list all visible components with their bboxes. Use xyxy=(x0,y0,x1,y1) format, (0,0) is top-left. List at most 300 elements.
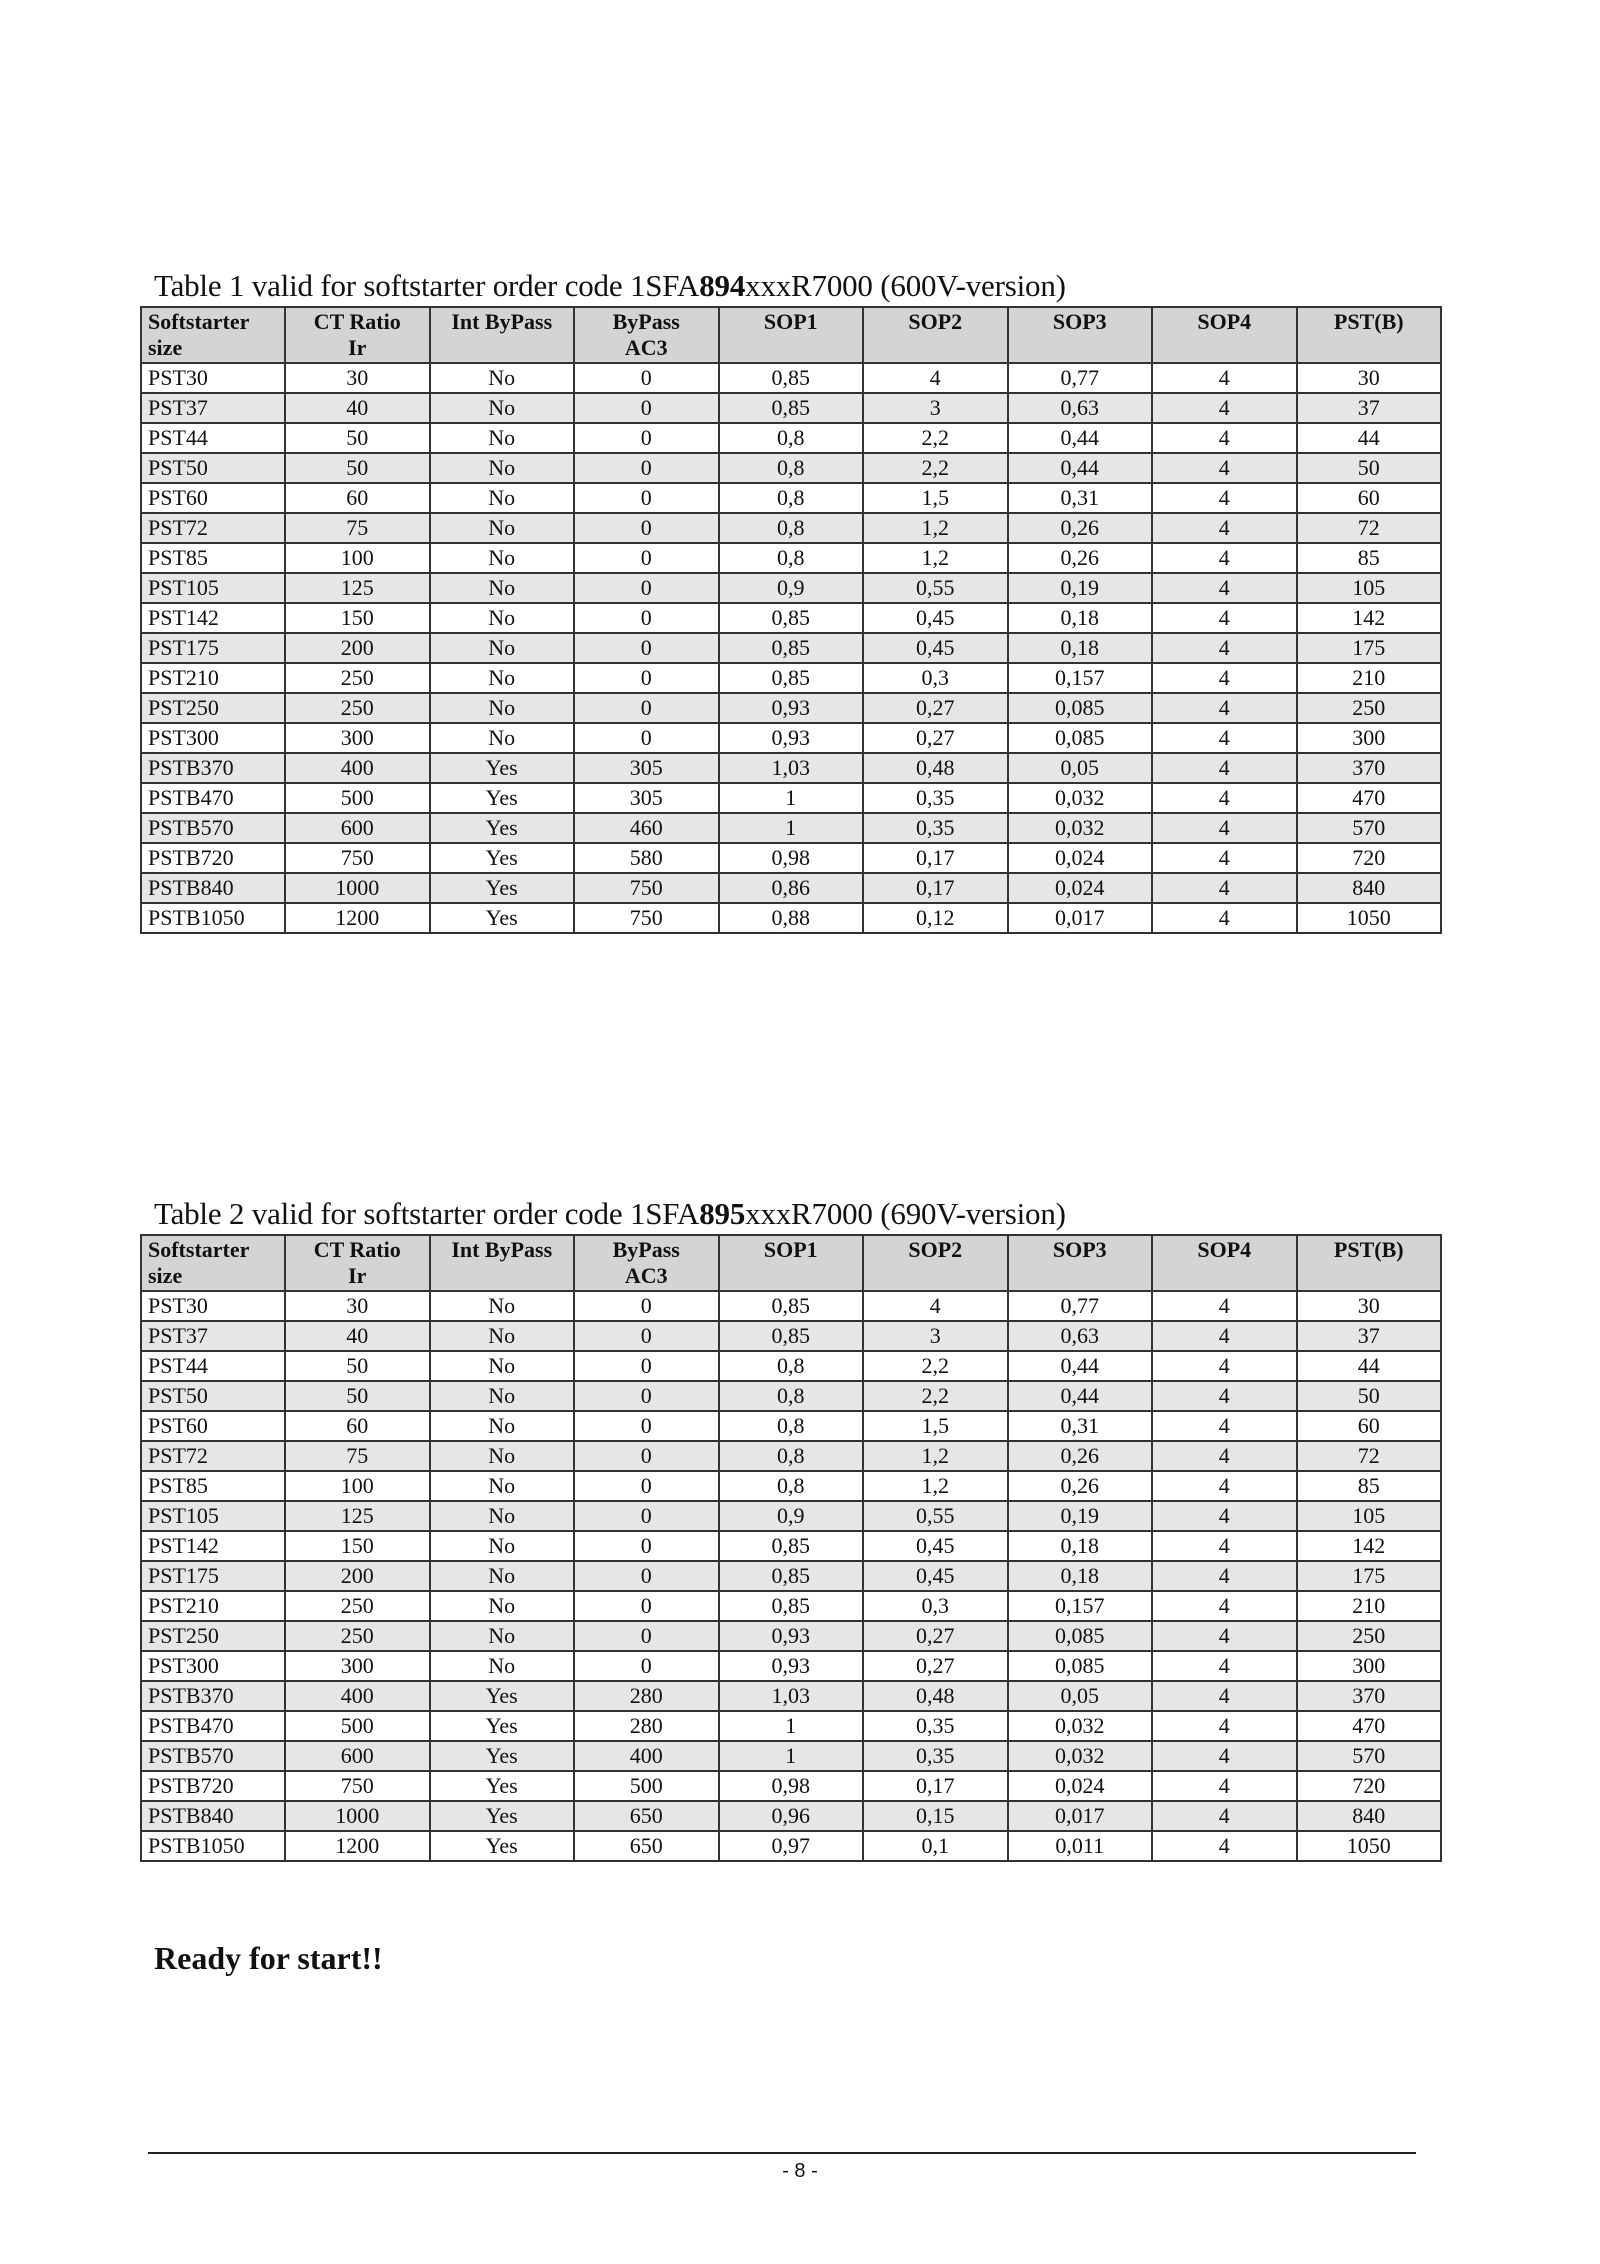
table-cell: No xyxy=(430,363,575,393)
table-cell: 1050 xyxy=(1297,1831,1442,1861)
table-cell: 750 xyxy=(285,1771,430,1801)
table-cell: 30 xyxy=(1297,363,1442,393)
table-cell: 4 xyxy=(1152,423,1297,453)
column-header-line: PST(B) xyxy=(1333,309,1404,334)
table-cell: PST60 xyxy=(141,483,285,513)
table-cell: 0,85 xyxy=(719,393,864,423)
table-cell: 4 xyxy=(1152,543,1297,573)
table-cell: 0 xyxy=(574,1471,719,1501)
table-row xyxy=(141,813,1441,843)
table-cell: 0 xyxy=(574,1351,719,1381)
table-cell: 0,15 xyxy=(863,1801,1008,1831)
table-cell: 142 xyxy=(1297,1531,1442,1561)
table-cell: 300 xyxy=(285,1651,430,1681)
column-header xyxy=(141,307,285,363)
table-cell: 0,17 xyxy=(863,843,1008,873)
header-row xyxy=(141,307,1441,363)
table-cell: 1 xyxy=(719,813,864,843)
table-cell: 500 xyxy=(285,1711,430,1741)
table-cell: 4 xyxy=(1152,1321,1297,1351)
table-cell: 0 xyxy=(574,483,719,513)
table-row xyxy=(141,1501,1441,1531)
table-cell: 370 xyxy=(1297,1681,1442,1711)
table-cell: 4 xyxy=(1152,783,1297,813)
table-cell: Yes xyxy=(430,1801,575,1831)
table-cell: Yes xyxy=(430,753,575,783)
table-cell: No xyxy=(430,663,575,693)
table-cell: 0,48 xyxy=(863,753,1008,783)
table-cell: 30 xyxy=(285,1291,430,1321)
table-cell: 650 xyxy=(574,1831,719,1861)
table-cell: 2,2 xyxy=(863,453,1008,483)
table-cell: 600 xyxy=(285,813,430,843)
table-cell: 840 xyxy=(1297,1801,1442,1831)
table-cell: 60 xyxy=(1297,483,1442,513)
table-cell: No xyxy=(430,483,575,513)
table-cell: Yes xyxy=(430,1681,575,1711)
table-cell: 4 xyxy=(1152,1801,1297,1831)
table-cell: Yes xyxy=(430,843,575,873)
table-cell: 0,024 xyxy=(1008,1771,1153,1801)
table-cell: PST44 xyxy=(141,423,285,453)
table-cell: 470 xyxy=(1297,1711,1442,1741)
column-header-line: Ir xyxy=(348,1263,367,1288)
table-cell: 0,8 xyxy=(719,1471,864,1501)
table-cell: 300 xyxy=(1297,723,1442,753)
table-cell: 75 xyxy=(285,1441,430,1471)
column-header xyxy=(141,1235,285,1291)
table-cell: 2,2 xyxy=(863,423,1008,453)
table-cell: 0,017 xyxy=(1008,1801,1153,1831)
table-cell: 750 xyxy=(285,843,430,873)
table-cell: 0,26 xyxy=(1008,1471,1153,1501)
table-row xyxy=(141,573,1441,603)
table-cell: No xyxy=(430,633,575,663)
table-row xyxy=(141,1801,1441,1831)
table-cell: No xyxy=(430,1381,575,1411)
table-row xyxy=(141,513,1441,543)
table-cell: 1,2 xyxy=(863,513,1008,543)
table-cell: 40 xyxy=(285,393,430,423)
table-cell: 0 xyxy=(574,663,719,693)
table-row xyxy=(141,1741,1441,1771)
softstarter-table-690v xyxy=(140,1234,1442,1862)
table-cell: PST105 xyxy=(141,573,285,603)
table-row xyxy=(141,693,1441,723)
table-cell: 4 xyxy=(1152,633,1297,663)
table-cell: 4 xyxy=(1152,663,1297,693)
table-2-caption-suffix: xxxR7000 (690V-version) xyxy=(745,1196,1066,1231)
table-cell: 1,5 xyxy=(863,1411,1008,1441)
table-cell: PST210 xyxy=(141,663,285,693)
table-cell: No xyxy=(430,1411,575,1441)
table-row xyxy=(141,1441,1441,1471)
table-cell: 0 xyxy=(574,1291,719,1321)
table-cell: 1,2 xyxy=(863,1441,1008,1471)
table-cell: 100 xyxy=(285,1471,430,1501)
table-cell: 1,03 xyxy=(719,1681,864,1711)
table-cell: No xyxy=(430,453,575,483)
column-header-line: AC3 xyxy=(624,335,668,360)
table-cell: 0,45 xyxy=(863,603,1008,633)
table-row xyxy=(141,1291,1441,1321)
table-cell: 4 xyxy=(1152,1741,1297,1771)
column-header-line: SOP2 xyxy=(908,309,963,334)
table-cell: 0,9 xyxy=(719,1501,864,1531)
column-header-line: PST(B) xyxy=(1333,1237,1404,1262)
table-cell: 0,17 xyxy=(863,1771,1008,1801)
column-header-line: SOP2 xyxy=(908,1237,963,1262)
table-cell: PST85 xyxy=(141,1471,285,1501)
table-cell: 105 xyxy=(1297,573,1442,603)
table-cell: 60 xyxy=(285,1411,430,1441)
table-cell: 200 xyxy=(285,1561,430,1591)
table-cell: No xyxy=(430,393,575,423)
table-cell: 1200 xyxy=(285,903,430,933)
column-header-line: size xyxy=(148,1263,183,1288)
table-cell: No xyxy=(430,1591,575,1621)
table-cell: 0,8 xyxy=(719,423,864,453)
table-cell: 0,44 xyxy=(1008,1381,1153,1411)
table-cell: 0,8 xyxy=(719,1381,864,1411)
table-cell: 0,032 xyxy=(1008,1711,1153,1741)
table-cell: 0,19 xyxy=(1008,573,1153,603)
page-number: - 8 - xyxy=(782,2160,818,2182)
table-cell: 0 xyxy=(574,723,719,753)
table-cell: 150 xyxy=(285,603,430,633)
column-header-line: size xyxy=(148,335,183,360)
table-cell: PST142 xyxy=(141,1531,285,1561)
column-header xyxy=(430,1235,575,1291)
table-cell: 75 xyxy=(285,513,430,543)
table-cell: Yes xyxy=(430,1771,575,1801)
table-row xyxy=(141,753,1441,783)
table-cell: Yes xyxy=(430,1741,575,1771)
table-cell: 0,085 xyxy=(1008,1621,1153,1651)
table-cell: 2,2 xyxy=(863,1381,1008,1411)
table-cell: 0,017 xyxy=(1008,903,1153,933)
table-cell: PSTB1050 xyxy=(141,903,285,933)
ready-for-start-text: Ready for start!! xyxy=(154,1940,383,1976)
column-header xyxy=(574,1235,719,1291)
table-cell: 0,18 xyxy=(1008,1561,1153,1591)
table-row xyxy=(141,1561,1441,1591)
table-cell: 500 xyxy=(285,783,430,813)
table-row xyxy=(141,1531,1441,1561)
table-cell: 0,18 xyxy=(1008,1531,1153,1561)
table-cell: 0,35 xyxy=(863,783,1008,813)
table-cell: PSTB570 xyxy=(141,1741,285,1771)
table-cell: 4 xyxy=(1152,1531,1297,1561)
table-cell: 4 xyxy=(1152,1591,1297,1621)
table-cell: 4 xyxy=(1152,1501,1297,1531)
table-cell: 0,45 xyxy=(863,1531,1008,1561)
table-row xyxy=(141,873,1441,903)
table-cell: 4 xyxy=(1152,1771,1297,1801)
table-cell: 50 xyxy=(1297,1381,1442,1411)
table-cell: 0 xyxy=(574,573,719,603)
table-1-caption-prefix: Table 1 valid for softstarter order code 1SFA xyxy=(154,268,700,303)
table-cell: 0,55 xyxy=(863,573,1008,603)
column-header xyxy=(1297,1235,1442,1291)
table-row xyxy=(141,1591,1441,1621)
table-cell: 0,85 xyxy=(719,363,864,393)
table-cell: PSTB720 xyxy=(141,843,285,873)
table-cell: 50 xyxy=(285,1381,430,1411)
table-cell: 370 xyxy=(1297,753,1442,783)
table-cell: 720 xyxy=(1297,1771,1442,1801)
table-cell: 0 xyxy=(574,393,719,423)
table-cell: 1 xyxy=(719,783,864,813)
table-cell: 4 xyxy=(1152,813,1297,843)
table-cell: 4 xyxy=(1152,1831,1297,1861)
table-cell: 0,26 xyxy=(1008,513,1153,543)
table-cell: 0,085 xyxy=(1008,1651,1153,1681)
column-header-line: SOP3 xyxy=(1052,309,1107,334)
table-cell: 30 xyxy=(285,363,430,393)
table-cell: 0,35 xyxy=(863,813,1008,843)
table-cell: 0,44 xyxy=(1008,1351,1153,1381)
table-cell: 0 xyxy=(574,543,719,573)
table-row xyxy=(141,633,1441,663)
table-cell: 570 xyxy=(1297,1741,1442,1771)
table-cell: 305 xyxy=(574,783,719,813)
table-cell: 280 xyxy=(574,1681,719,1711)
table-cell: 125 xyxy=(285,1501,430,1531)
table-cell: 50 xyxy=(1297,453,1442,483)
table-cell: 4 xyxy=(1152,1291,1297,1321)
table-cell: 0,3 xyxy=(863,1591,1008,1621)
table-cell: 300 xyxy=(1297,1651,1442,1681)
table-cell: 1050 xyxy=(1297,903,1442,933)
table-cell: 0,85 xyxy=(719,1321,864,1351)
table-cell: 0,8 xyxy=(719,1411,864,1441)
table-cell: 0 xyxy=(574,513,719,543)
table-cell: 250 xyxy=(1297,693,1442,723)
table-cell: PSTB570 xyxy=(141,813,285,843)
table-cell: Yes xyxy=(430,873,575,903)
column-header xyxy=(1152,1235,1297,1291)
table-row xyxy=(141,1711,1441,1741)
column-header-line: Ir xyxy=(348,335,367,360)
table-cell: 0,35 xyxy=(863,1711,1008,1741)
table-cell: PSTB720 xyxy=(141,1771,285,1801)
table-cell: 470 xyxy=(1297,783,1442,813)
table-cell: 0,85 xyxy=(719,633,864,663)
table-cell: PST60 xyxy=(141,1411,285,1441)
column-header-line: ByPass xyxy=(612,1237,680,1262)
column-header xyxy=(285,307,430,363)
table-cell: 100 xyxy=(285,543,430,573)
table-cell: 4 xyxy=(1152,1621,1297,1651)
table-cell: 3 xyxy=(863,1321,1008,1351)
table-cell: PST50 xyxy=(141,453,285,483)
column-header xyxy=(430,307,575,363)
column-header-line: CT Ratio xyxy=(313,1237,401,1262)
table-cell: No xyxy=(430,1621,575,1651)
table-row xyxy=(141,423,1441,453)
column-header xyxy=(1297,307,1442,363)
table-cell: 4 xyxy=(1152,1681,1297,1711)
table-cell: 50 xyxy=(285,1351,430,1381)
table-cell: 3 xyxy=(863,393,1008,423)
table-cell: 0,032 xyxy=(1008,1741,1153,1771)
table-cell: 0 xyxy=(574,1591,719,1621)
table-cell: 0,96 xyxy=(719,1801,864,1831)
table-cell: No xyxy=(430,1321,575,1351)
table-cell: 0,3 xyxy=(863,663,1008,693)
table-row xyxy=(141,1681,1441,1711)
table-row xyxy=(141,843,1441,873)
table-cell: 4 xyxy=(1152,1441,1297,1471)
column-header-line: CT Ratio xyxy=(313,309,401,334)
table-cell: 1000 xyxy=(285,1801,430,1831)
table-cell: 4 xyxy=(1152,693,1297,723)
table-cell: 400 xyxy=(285,753,430,783)
table-cell: PSTB1050 xyxy=(141,1831,285,1861)
table-cell: 4 xyxy=(1152,393,1297,423)
table-cell: PST300 xyxy=(141,1651,285,1681)
column-header-line: SOP1 xyxy=(763,1237,818,1262)
column-header-line: Softstarter xyxy=(148,1237,250,1262)
table-cell: 750 xyxy=(574,873,719,903)
table-row xyxy=(141,1651,1441,1681)
table-row xyxy=(141,1411,1441,1441)
table-cell: 0,35 xyxy=(863,1741,1008,1771)
table-cell: No xyxy=(430,603,575,633)
table-cell: 4 xyxy=(863,1291,1008,1321)
table-cell: 0,63 xyxy=(1008,1321,1153,1351)
table-cell: PSTB840 xyxy=(141,1801,285,1831)
table-2-caption xyxy=(154,1196,1440,1234)
table-cell: 720 xyxy=(1297,843,1442,873)
column-header-line: Int ByPass xyxy=(451,1237,553,1262)
table-row xyxy=(141,1381,1441,1411)
table-cell: 250 xyxy=(285,693,430,723)
column-header-line: SOP4 xyxy=(1197,1237,1252,1262)
table-cell: PST37 xyxy=(141,393,285,423)
table-cell: 570 xyxy=(1297,813,1442,843)
table-cell: 0,8 xyxy=(719,1351,864,1381)
table-cell: PST142 xyxy=(141,603,285,633)
table-row xyxy=(141,543,1441,573)
table-cell: 0 xyxy=(574,1651,719,1681)
table-cell: 37 xyxy=(1297,393,1442,423)
table-cell: 0,032 xyxy=(1008,783,1153,813)
table-cell: 150 xyxy=(285,1531,430,1561)
table-cell: 250 xyxy=(285,663,430,693)
table-cell: 0,77 xyxy=(1008,363,1153,393)
table-2-section xyxy=(140,1196,1440,1862)
table-cell: 0,93 xyxy=(719,1651,864,1681)
table-row xyxy=(141,1471,1441,1501)
table-cell: 105 xyxy=(1297,1501,1442,1531)
table-cell: 0,44 xyxy=(1008,423,1153,453)
table-cell: Yes xyxy=(430,1711,575,1741)
column-header-line: Int ByPass xyxy=(451,309,553,334)
table-cell: PST210 xyxy=(141,1591,285,1621)
table-cell: Yes xyxy=(430,903,575,933)
table-cell: 0,48 xyxy=(863,1681,1008,1711)
table-cell: 0,19 xyxy=(1008,1501,1153,1531)
table-cell: 4 xyxy=(1152,903,1297,933)
table-cell: PST30 xyxy=(141,363,285,393)
table-cell: 580 xyxy=(574,843,719,873)
table-cell: 175 xyxy=(1297,633,1442,663)
column-header xyxy=(863,307,1008,363)
table-row xyxy=(141,603,1441,633)
table-cell: Yes xyxy=(430,813,575,843)
column-header-line: Softstarter xyxy=(148,309,250,334)
table-cell: 0,17 xyxy=(863,873,1008,903)
table-cell: 1200 xyxy=(285,1831,430,1861)
table-cell: No xyxy=(430,513,575,543)
table-cell: 4 xyxy=(1152,723,1297,753)
table-cell: 0,12 xyxy=(863,903,1008,933)
table-cell: 0,27 xyxy=(863,723,1008,753)
table-cell: 400 xyxy=(574,1741,719,1771)
table-cell: 0,27 xyxy=(863,693,1008,723)
table-cell: No xyxy=(430,1471,575,1501)
table-row xyxy=(141,1321,1441,1351)
table-cell: 0,93 xyxy=(719,693,864,723)
table-cell: 0,024 xyxy=(1008,873,1153,903)
table-cell: 0,63 xyxy=(1008,393,1153,423)
table-cell: 0 xyxy=(574,693,719,723)
table-cell: 4 xyxy=(1152,1471,1297,1501)
column-header xyxy=(1152,307,1297,363)
table-cell: 1,2 xyxy=(863,1471,1008,1501)
table-cell: PST50 xyxy=(141,1381,285,1411)
table-cell: PST250 xyxy=(141,693,285,723)
column-header-line: SOP3 xyxy=(1052,1237,1107,1262)
table-cell: 4 xyxy=(1152,483,1297,513)
table-cell: 4 xyxy=(1152,1351,1297,1381)
table-cell: 4 xyxy=(1152,753,1297,783)
table-cell: 0,55 xyxy=(863,1501,1008,1531)
table-cell: 4 xyxy=(1152,1561,1297,1591)
table-cell: 0,8 xyxy=(719,513,864,543)
table-2-caption-code: 895 xyxy=(699,1196,746,1231)
table-cell: No xyxy=(430,693,575,723)
table-cell: 0 xyxy=(574,1441,719,1471)
table-cell: PST72 xyxy=(141,1441,285,1471)
table-cell: 60 xyxy=(1297,1411,1442,1441)
column-header xyxy=(1008,1235,1153,1291)
table-cell: 4 xyxy=(1152,1711,1297,1741)
table-cell: No xyxy=(430,1651,575,1681)
table-cell: 1,2 xyxy=(863,543,1008,573)
table-cell: 0,011 xyxy=(1008,1831,1153,1861)
table-cell: 175 xyxy=(1297,1561,1442,1591)
table-cell: 4 xyxy=(1152,513,1297,543)
table-cell: 250 xyxy=(1297,1621,1442,1651)
table-cell: 44 xyxy=(1297,1351,1442,1381)
table-cell: PST105 xyxy=(141,1501,285,1531)
table-cell: 600 xyxy=(285,1741,430,1771)
table-cell: 0,93 xyxy=(719,723,864,753)
table-cell: No xyxy=(430,543,575,573)
table-cell: 0 xyxy=(574,1381,719,1411)
table-cell: 85 xyxy=(1297,543,1442,573)
column-header-line: AC3 xyxy=(624,1263,668,1288)
table-cell: 0,032 xyxy=(1008,813,1153,843)
table-cell: PST37 xyxy=(141,1321,285,1351)
table-cell: 0 xyxy=(574,1501,719,1531)
table-cell: 0,024 xyxy=(1008,843,1153,873)
table-cell: 250 xyxy=(285,1621,430,1651)
table-cell: No xyxy=(430,573,575,603)
